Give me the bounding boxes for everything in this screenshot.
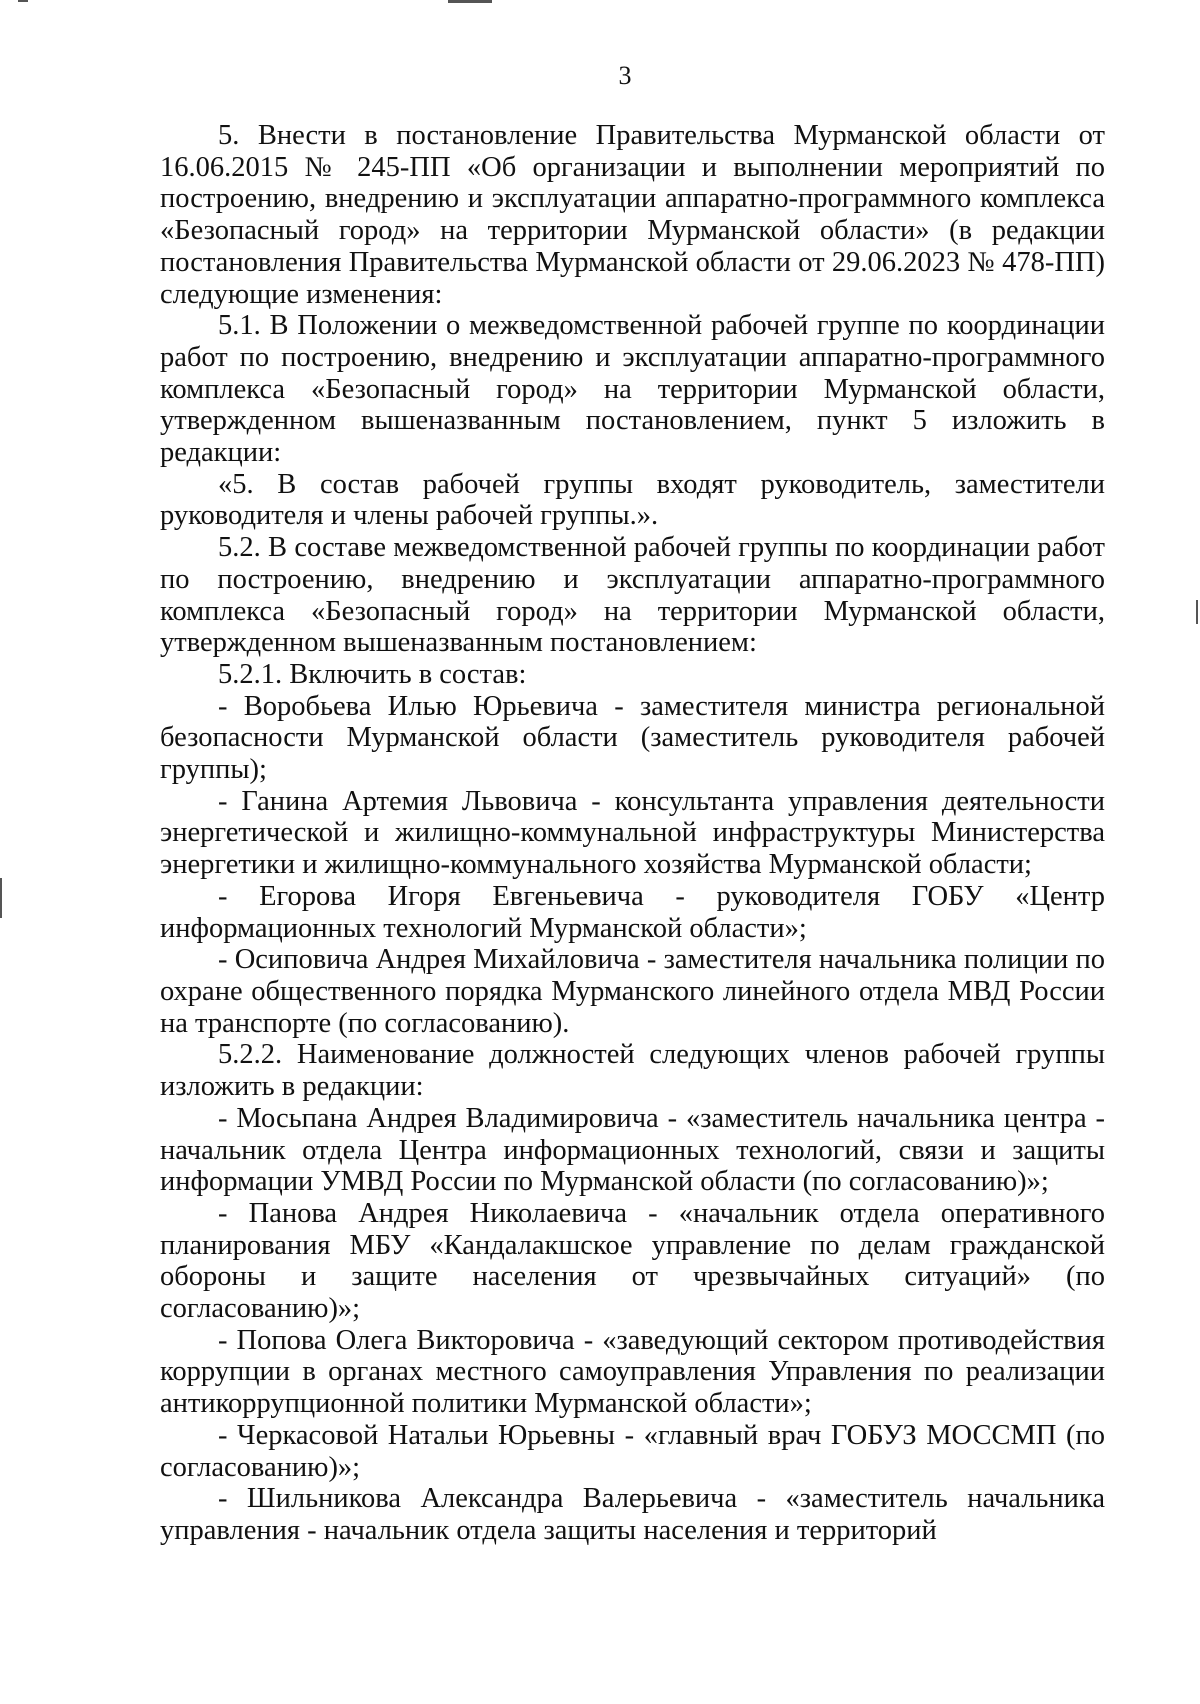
scan-artifact-top-left	[18, 0, 28, 2]
list-item-shilnikov: - Шильникова Александра Валерьевича - «заместитель начальника управления - начальник отдела защиты населения и территорий	[160, 1483, 1105, 1546]
list-item-cherkasova: - Черкасовой Натальи Юрьевны - «главный врач ГОБУЗ МОССМП (по согласованию)»;	[160, 1419, 1105, 1483]
list-item-egorov: - Егорова Игоря Евгеньевича - руководителя ГОБУ «Центр информационных технологий Мурманской области»;	[160, 880, 1105, 944]
paragraph-5-1: 5.1. В Положении о межведомственной рабочей группе по координации работ по построению, внедрению и эксплуатации аппаратно-программного комплекса «Безопасный город» на территории Мурманской области, утвержденном вышеназванным постановлением, пункт 5 изложить в редакции:	[160, 310, 1105, 469]
scan-artifact-left	[0, 878, 2, 918]
document-body	[160, 120, 1105, 1547]
list-item-mospan: - Мосьпана Андрея Владимировича - «заместитель начальника центра - начальник отдела Центра информационных технологий, связи и защиты информации УМВД России по Мурманской области (по согласованию)»;	[160, 1102, 1105, 1198]
paragraph-5-2-1: 5.2.1. Включить в состав:	[218, 658, 527, 690]
paragraph-5-2-2: 5.2.2. Наименование должностей следующих членов рабочей группы изложить в редакции:	[160, 1039, 1105, 1103]
list-item-ganin: - Ганина Артемия Львовича - консультанта управления деятельности энергетической и жилищно-коммунальной инфраструктуры Министерства энергетики и жилищно-коммунального хозяйства Мурманской области;	[160, 785, 1105, 881]
page-number: 3	[618, 61, 632, 90]
paragraph-5-2: 5.2. В составе межведомственной рабочей группы по координации работ по построению, внедрению и эксплуатации аппаратно-программного комплекса «Безопасный город» на территории Мурманской области, утвержденном вышеназванным постановлением:	[160, 532, 1105, 659]
scan-artifact-right	[1196, 600, 1198, 624]
paragraph-5: 5. Внести в постановление Правительства Мурманской области от 16.06.2015 № 245-ПП «Об организации и выполнении мероприятий по построению, внедрению и эксплуатации аппаратно-программного комплекса «Безопасный город» на территории Мурманской области» (в редакции постановления Правительства Мурманской области от 29.06.2023 № 478-ПП) следующие изменения:	[160, 120, 1105, 310]
list-item-vorobyev: - Воробьева Илью Юрьевича - заместителя министра региональной безопасности Мурманской области (заместитель руководителя рабочей группы);	[160, 690, 1105, 786]
paragraph-5-1-quote: «5. В состав рабочей группы входят руководитель, заместители руководителя и члены рабочей группы.».	[160, 468, 1105, 532]
list-item-osipovich: - Осиповича Андрея Михайловича - заместителя начальника полиции по охране общественного порядка Мурманского линейного отдела МВД России на транспорте (по согласованию).	[160, 944, 1105, 1039]
list-item-panov: - Панова Андрея Николаевича - «начальник отдела оперативного планирования МБУ «Кандалакшское управление по делам гражданской обороны и защите населения от чрезвычайных ситуаций» (по согласованию)»;	[160, 1197, 1105, 1325]
list-item-popov: - Попова Олега Викторовича - «заведующий сектором противодействия коррупции в органах местного самоуправления Управления по реализации антикоррупционной политики Мурманской области»;	[160, 1324, 1105, 1420]
scan-artifact-top	[448, 0, 492, 3]
